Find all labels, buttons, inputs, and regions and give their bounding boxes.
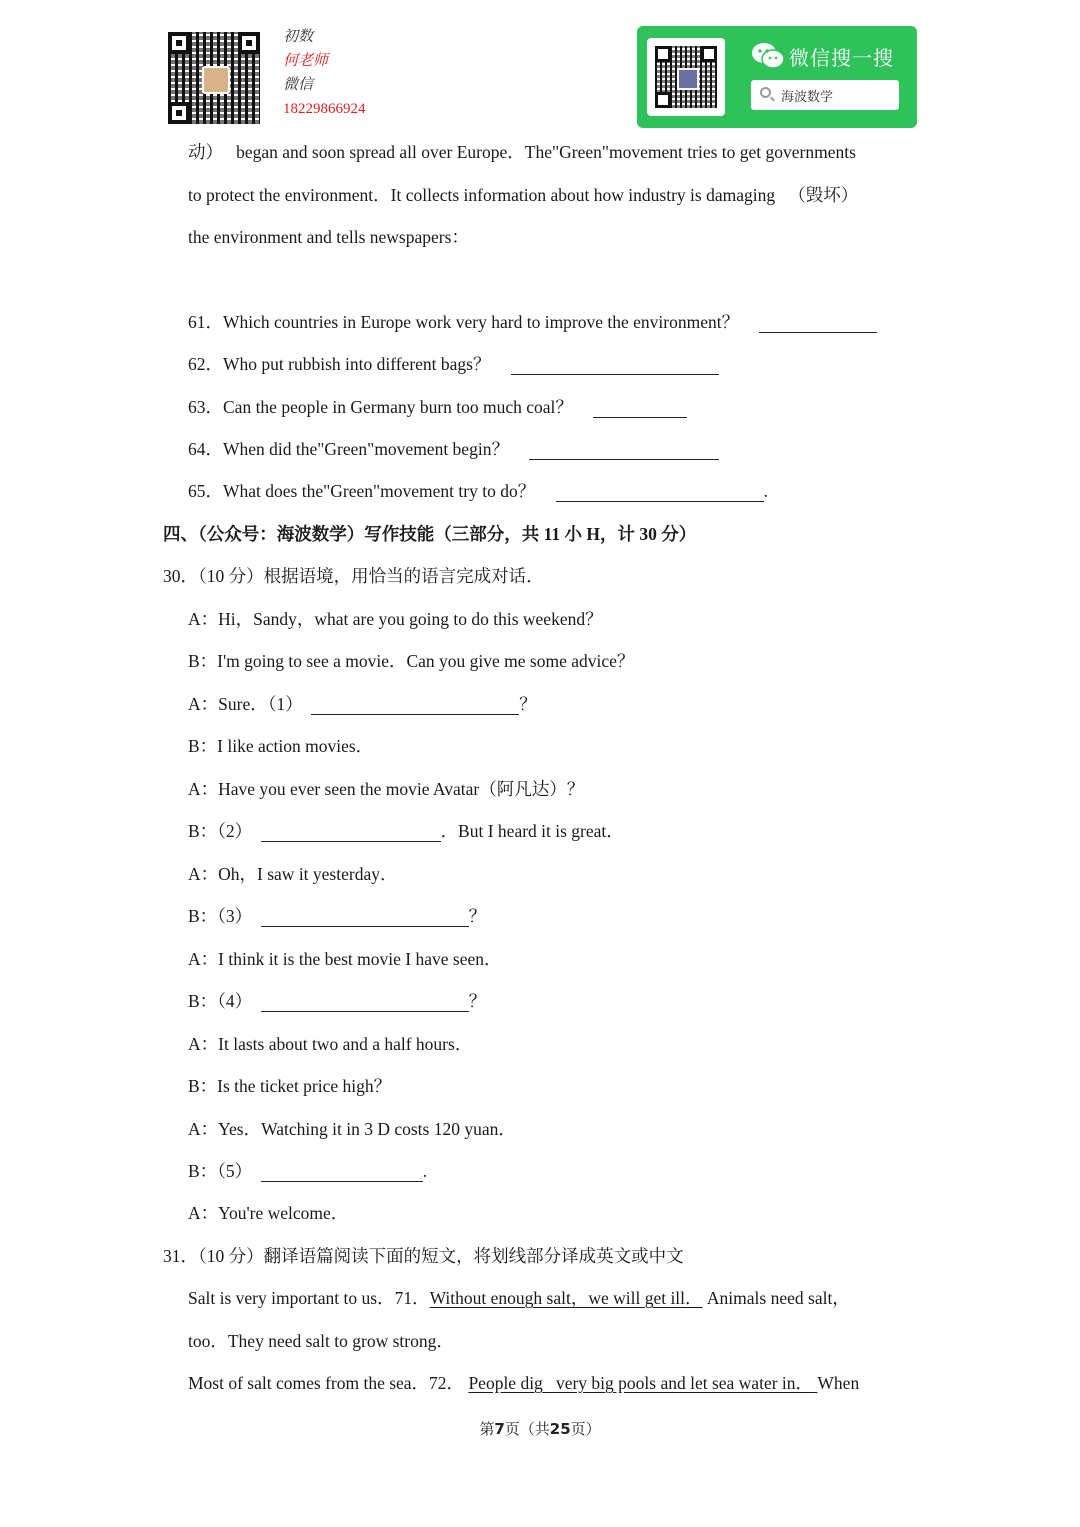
answer-blank[interactable] (261, 908, 469, 927)
dialog-line (188, 818, 624, 844)
dialog-line: A：Yes．Watching it in 3 D costs 120 yuan． (188, 1119, 516, 1139)
underlined-sentence-71: Without enough salt，we will get ill． (429, 1288, 703, 1308)
q31-title: 31．（10 分）翻译语篇阅读下面的短文，将划线部分译成英文或中文 (163, 1246, 684, 1266)
underlined-sentence-72: People dig very big pools and let sea water in． (468, 1373, 814, 1393)
contact-subject: 初数 (283, 29, 314, 45)
question-end-mark: . (763, 481, 768, 501)
passage-text: （毁坏） (788, 185, 859, 205)
question-text: 64．When did the"Green"movement begin？ (188, 439, 509, 459)
page-number: 7 (494, 1420, 505, 1438)
passage-line-3: the environment and tells newspapers： (188, 227, 469, 247)
translation-paragraph-2 (188, 1370, 859, 1396)
dialog-text: ？ (519, 694, 537, 714)
wechat-logo-icon (751, 42, 785, 70)
dialog-text: ．But I heard it is great． (440, 821, 624, 841)
dialog-line (188, 988, 486, 1014)
contact-wechat-label: 微信 (283, 77, 314, 93)
answer-blank[interactable] (759, 314, 877, 333)
passage-line-1 (188, 139, 856, 165)
contact-phone: 18229866924 (283, 101, 366, 117)
dialog-line: A：It lasts about two and a half hours． (188, 1034, 473, 1054)
dialog-line: A：Have you ever seen the movie Avatar（阿凡达）？ (188, 779, 585, 799)
wechat-search-banner[interactable] (637, 26, 917, 128)
wechat-qr-code (655, 46, 717, 108)
dialog-text: . (422, 1161, 427, 1181)
question-64 (188, 436, 719, 462)
dialog-line: B：Is the ticket price high？ (188, 1076, 392, 1096)
answer-blank[interactable] (261, 823, 441, 842)
paragraph-text: Most of salt comes from the sea．72． (188, 1373, 465, 1393)
dialog-text: ？ (468, 991, 487, 1011)
dialog-text: B：（4） (188, 991, 253, 1011)
wechat-search-box[interactable] (751, 80, 899, 110)
section-heading: 四、（公众号：海波数学）写作技能（三部分，共 11 小 H，计 30 分） (163, 524, 697, 544)
question-text: 62．Who put rubbish into different bags？ (188, 354, 491, 374)
wechat-search-title: 微信搜一搜 (789, 46, 894, 70)
search-keyword: 海波数学 (781, 90, 834, 105)
dialog-text: B：（2） (188, 821, 253, 841)
search-icon (760, 87, 771, 98)
question-65 (188, 478, 768, 504)
dialog-text: A：Sure．（1） (188, 694, 303, 714)
dialog-text: ？ (468, 906, 487, 926)
answer-blank[interactable] (511, 356, 719, 375)
paragraph-text: Animals need salt， (706, 1288, 850, 1308)
dialog-line (188, 903, 486, 929)
paragraph-text: When (817, 1373, 860, 1393)
dialog-line: B：I like action movies． (188, 736, 374, 756)
dialog-line: B：I'm going to see a movie．Can you give me some advice？ (188, 651, 635, 671)
question-text: 65．What does the"Green"movement try to do？ (188, 481, 536, 501)
passage-text: began and soon spread all over Europe．The"Green"movement tries to get governments (236, 142, 856, 162)
q30-title: 30．（10 分）根据语境，用恰当的语言完成对话． (163, 566, 544, 586)
dialog-line: A：I think it is the best movie I have seen． (188, 949, 502, 969)
passage-text: 动） (188, 142, 223, 162)
answer-blank[interactable] (529, 441, 719, 460)
question-62 (188, 351, 719, 377)
translation-paragraph-1 (188, 1285, 850, 1311)
translation-paragraph-1-cont: too．They need salt to grow strong． (188, 1331, 454, 1351)
avatar (202, 66, 230, 94)
answer-blank[interactable] (556, 483, 764, 502)
answer-blank[interactable] (593, 399, 687, 418)
dialog-line (188, 1158, 427, 1184)
dialog-line: A：Oh，I saw it yesterday． (188, 864, 398, 884)
contact-teacher: 何老师 (283, 53, 329, 69)
paragraph-text: Salt is very important to us．71． (188, 1288, 430, 1308)
page-footer: 第7页（共25页） (479, 1420, 601, 1438)
answer-blank[interactable] (311, 696, 519, 715)
question-text: 61．Which countries in Europe work very hard to improve the environment？ (188, 312, 740, 332)
page-total: 25 (549, 1420, 571, 1438)
passage-text: to protect the environment．It collects information about how industry is damaging (188, 185, 776, 205)
dialog-line: A：Hi，Sandy，what are you going to do this weekend？ (188, 609, 603, 629)
question-63 (188, 394, 687, 420)
question-text: 63．Can the people in Germany burn too much coal？ (188, 397, 573, 417)
dialog-line (188, 691, 537, 717)
wechat-qr-frame (647, 38, 725, 116)
teacher-qr-code (168, 32, 260, 124)
question-61 (188, 309, 877, 335)
dialog-line: A：You're welcome． (188, 1203, 349, 1223)
passage-line-2 (188, 182, 858, 208)
answer-blank[interactable] (261, 1163, 423, 1182)
dialog-text: B：（5） (188, 1161, 253, 1181)
answer-blank[interactable] (261, 993, 469, 1012)
dialog-text: B：（3） (188, 906, 253, 926)
